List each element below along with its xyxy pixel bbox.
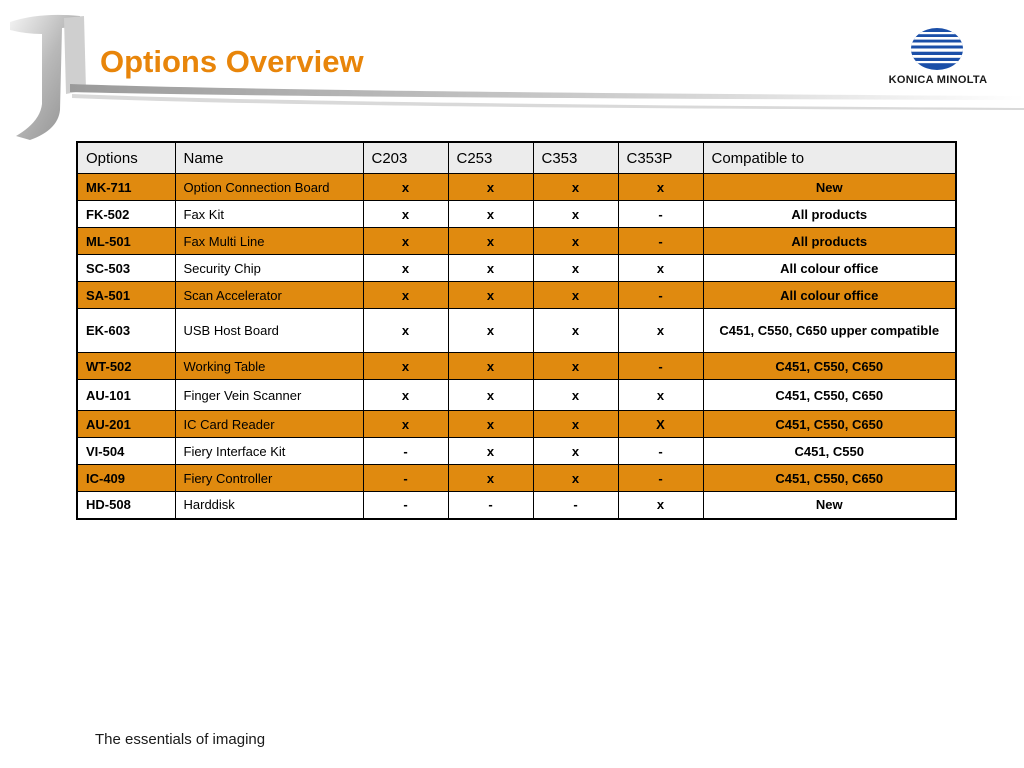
c353p-cell: X [618,411,703,438]
compatible-cell: All colour office [703,282,956,309]
table-row [77,201,956,228]
c253-cell: x [448,465,533,492]
compatible-cell: C451, C550, C650 [703,353,956,380]
table-row [77,492,956,519]
decorative-bracket-graphic [0,0,1024,160]
option-code: VI-504 [77,438,175,465]
c203-cell: - [363,492,448,519]
c203-cell: x [363,228,448,255]
c203-cell: x [363,282,448,309]
c353-cell: x [533,282,618,309]
c353p-cell: - [618,353,703,380]
compatible-cell: C451, C550, C650 [703,411,956,438]
c353p-cell: - [618,201,703,228]
c203-cell: x [363,309,448,353]
option-name: Harddisk [175,492,363,519]
compatible-cell: C451, C550, C650 [703,380,956,411]
compatible-cell: New [703,492,956,519]
compatible-cell: C451, C550, C650 upper compatible [703,309,956,353]
option-name: Working Table [175,353,363,380]
brand-name: KONICA MINOLTA [888,74,988,86]
compatible-cell: C451, C550 [703,438,956,465]
table-row [77,174,956,201]
c353-cell: x [533,465,618,492]
option-code: SC-503 [77,255,175,282]
c353p-cell: x [618,309,703,353]
c253-cell: x [448,228,533,255]
option-code: FK-502 [77,201,175,228]
c253-cell: x [448,255,533,282]
c253-cell: x [448,282,533,309]
option-code: HD-508 [77,492,175,519]
header-name: Name [175,142,363,174]
c353-cell: x [533,255,618,282]
c203-cell: x [363,411,448,438]
c253-cell: - [448,492,533,519]
c253-cell: x [448,201,533,228]
c203-cell: x [363,255,448,282]
c353p-cell: - [618,438,703,465]
c353-cell: x [533,309,618,353]
table-row [77,309,956,353]
header-c253: C253 [448,142,533,174]
table-row [77,438,956,465]
compatible-cell: All products [703,228,956,255]
option-name: Fax Multi Line [175,228,363,255]
c203-cell: - [363,465,448,492]
c353-cell: - [533,492,618,519]
footer-tagline: The essentials of imaging [95,731,266,748]
header-c203: C203 [363,142,448,174]
option-name: Fax Kit [175,201,363,228]
c353-cell: x [533,438,618,465]
header-compatible-to: Compatible to [703,142,956,174]
option-name: Option Connection Board [175,174,363,201]
option-name: Security Chip [175,255,363,282]
c353p-cell: - [618,465,703,492]
table-row [77,465,956,492]
page-title: Options Overview [100,44,364,79]
c203-cell: x [363,174,448,201]
table-row [77,282,956,309]
header-options: Options [77,142,175,174]
header-c353p: C353P [618,142,703,174]
option-code: SA-501 [77,282,175,309]
option-name: IC Card Reader [175,411,363,438]
option-name: Finger Vein Scanner [175,380,363,411]
c353-cell: x [533,411,618,438]
option-code: EK-603 [77,309,175,353]
option-code: IC-409 [77,465,175,492]
compatible-cell: All colour office [703,255,956,282]
option-code: WT-502 [77,353,175,380]
option-code: AU-101 [77,380,175,411]
c203-cell: - [363,438,448,465]
c353p-cell: - [618,228,703,255]
table-row [77,380,956,411]
c253-cell: x [448,174,533,201]
c353p-cell: - [618,282,703,309]
table-row [77,411,956,438]
compatible-cell: New [703,174,956,201]
c253-cell: x [448,411,533,438]
table-row [77,255,956,282]
option-code: MK-711 [77,174,175,201]
c353p-cell: x [618,492,703,519]
c353p-cell: x [618,255,703,282]
compatible-cell: All products [703,201,956,228]
c253-cell: x [448,438,533,465]
c353-cell: x [533,174,618,201]
c353-cell: x [533,201,618,228]
options-table [76,141,957,520]
table-row [77,353,956,380]
c353-cell: x [533,228,618,255]
c203-cell: x [363,201,448,228]
option-name: USB Host Board [175,309,363,353]
c203-cell: x [363,380,448,411]
option-name: Fiery Controller [175,465,363,492]
option-code: AU-201 [77,411,175,438]
compatible-cell: C451, C550, C650 [703,465,956,492]
c253-cell: x [448,309,533,353]
c353p-cell: x [618,174,703,201]
c353-cell: x [533,380,618,411]
c253-cell: x [448,380,533,411]
konica-minolta-globe-icon [910,26,964,72]
c203-cell: x [363,353,448,380]
c353p-cell: x [618,380,703,411]
table-row [77,228,956,255]
option-name: Fiery Interface Kit [175,438,363,465]
option-name: Scan Accelerator [175,282,363,309]
c353-cell: x [533,353,618,380]
option-code: ML-501 [77,228,175,255]
table-header-row [77,142,956,174]
header-c353: C353 [533,142,618,174]
c253-cell: x [448,353,533,380]
